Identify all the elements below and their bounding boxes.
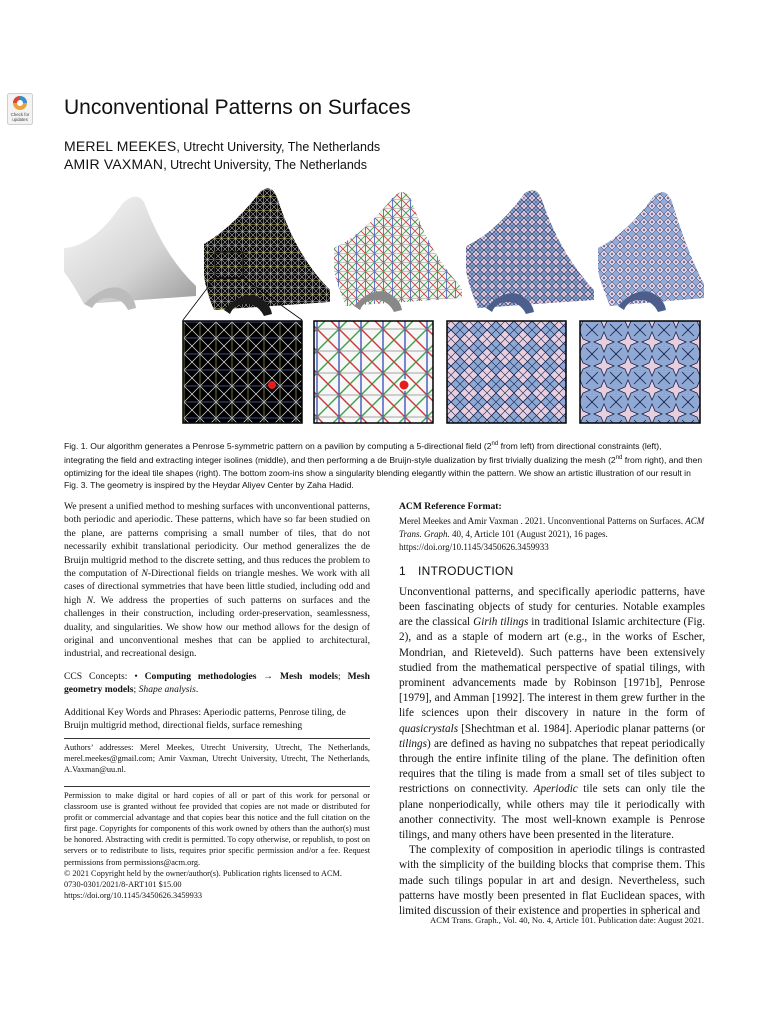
pavilion-optimized-tiles	[598, 192, 704, 312]
author-2	[64, 156, 367, 172]
caption-text-c: from right), and then optimizing for the ideal tile shapes (right). The bottom zoom-ins show a singularity blending elegantly within the pattern. We show an artistic illustration of our result in Fig. 3. The geometry is inspired by the Heydar Aliyev Center by Zaha Hadid.	[64, 455, 703, 490]
right-column	[399, 500, 705, 919]
intro-paragraph-2: The complexity of composition in aperiodic tilings is contrasted with the simplicity of the building blocks that comprise them. This made such tilings popular in art and design. Nevertheless, such patterns have mostly been presented in flat Euclidean spaces, with limited discussion of their existence and properties in spherical and	[399, 844, 705, 918]
zoom-in-dual-mesh	[447, 321, 566, 423]
ccs-end: .	[195, 684, 199, 696]
authors-addresses: Authors’ addresses: Merel Meekes, Utrecht University, Utrecht, The Netherlands, merel.meekes@gmail.com; Amir Vaxman, Utrecht University, Utrecht, The Netherlands, A.Vaxman@uu.nl.	[64, 743, 370, 775]
ccs-concept-1: Computing methodologies → Mesh models	[144, 670, 339, 682]
intro-aperiodic: Aperiodic	[533, 783, 578, 796]
intro-paragraph-1	[399, 585, 705, 843]
intro-p1-b: in traditional Islamic architecture (Fig. 2), and as a staple of modern art (e.g., in the works of Escher, Mondrian, and Rieteveld). Such patterns have been extensively studied from the mathematical perspective of spatial tilings, with prominent advancements made by Robinson [1971b], Penrose [1979], and Amman [1992]. The interest in them grew further in the life sciences upon their discovery in nature in the form of	[399, 616, 705, 720]
author-2-affiliation: , Utrecht University, The Netherlands	[163, 158, 367, 172]
ccs-sep-1: ;	[338, 670, 348, 682]
pavilion-input-surface	[64, 196, 196, 310]
caption-sup-1: nd	[491, 441, 499, 447]
paper-title: Unconventional Patterns on Surfaces	[64, 96, 411, 119]
keywords: Additional Key Words and Phrases: Aperiodic patterns, Penrose tiling, de Bruijn multigrid method, directional fields, surface remeshing	[64, 706, 346, 732]
footnote-rule-1	[64, 738, 370, 739]
caption-text-a: Our algorithm generates a Penrose 5-symmetric pattern on a pavilion by computing a 5-directional field (2	[87, 440, 492, 451]
abstract-n-1: N	[141, 568, 148, 580]
page-footer: ACM Trans. Graph., Vol. 40, No. 4, Article 101. Publication date: August 2021.	[430, 915, 704, 925]
copyright-line: © 2021 Copyright held by the owner/author(s). Publication rights licensed to ACM.	[64, 868, 342, 878]
author-1	[64, 138, 380, 154]
doi-link[interactable]: https://doi.org/10.1145/3450626.3459933	[64, 890, 203, 900]
acm-reference-body	[399, 515, 705, 554]
singularity-marker-1	[268, 381, 276, 389]
ccs-concept-3: Shape analysis	[138, 684, 196, 696]
zoom-in-isolines	[314, 321, 433, 423]
left-column	[64, 500, 370, 742]
issn-line: 0730-0301/2021/8-ART101 $15.00	[64, 879, 182, 889]
intro-p1-c: [Shechtman et al. 1984]. Aperiodic planar patterns (or	[458, 722, 705, 735]
abstract-part-1: We present a unified method to meshing surfaces with unconventional patterns, both periodic and aperiodic. These patterns, which have so far been studied on the plane, are patterns comprising a small number of tiles, that do not necessarily exhibit translational periodicity. Our method generalizes the de Bruijn multigrid method to the discrete setting, and thus reduces the problem to the computation of	[64, 501, 370, 580]
figure-caption	[64, 438, 704, 491]
intro-p1-a: Unconventional patterns, and specifically aperiodic patterns, have been fascinating objects of study for centuries. Notable examples are the classical	[399, 585, 705, 629]
intro-girih: Girih tilings	[473, 616, 529, 629]
author-1-affiliation: , Utrecht University, The Netherlands	[176, 140, 381, 154]
abstract	[64, 500, 370, 661]
author-1-name: MEREL MEEKES	[64, 138, 177, 154]
intro-tilings: tilings	[399, 737, 427, 750]
footnote-rule-2	[64, 786, 370, 787]
intro-quasicrystals: quasicrystals	[399, 722, 459, 735]
ccs-concept-2: Mesh geometry models	[64, 670, 370, 696]
intro-p1-e: tile sets can only tile the plane nonperiodically, while others may tile it periodically with another connectivity. The most well-known example is Penrose tilings, and many others have been presented in the literature.	[399, 783, 705, 842]
zoom-in-optimized-tiles	[580, 321, 700, 423]
acm-ref-text-1: Merel Meekes and Amir Vaxman . 2021. Unconventional Patterns on Surfaces.	[399, 516, 686, 527]
author-2-name: AMIR VAXMAN	[64, 156, 164, 172]
section-heading-introduction	[399, 565, 705, 578]
abstract-part-3: . We address the properties of such patterns on surfaces and the challenges in their construction, including order-preservation, seamlessness, duality, and singularities. We show how our method allows for the design of original and unconventional meshes that can be applied to architectural, industrial, and recreational design.	[64, 594, 370, 660]
acm-ref-journal: ACM Trans. Graph.	[399, 516, 705, 540]
permission-notice	[64, 790, 370, 901]
pavilion-dual-mesh	[466, 190, 594, 314]
singularity-marker-2	[400, 381, 409, 390]
section-number: 1	[399, 564, 406, 579]
pavilion-directional-field	[204, 188, 330, 316]
ccs-label: CCS Concepts:	[64, 670, 135, 682]
intro-p1-d: ) are defined as having no subpatches that repeat periodically through the entire infinite tiling of the plane. The definition often requires that the tiling is made from a small set of tiles subject to restrictions on connectivity.	[399, 737, 705, 796]
permission-text: Permission to make digital or hard copies of all or part of this work for personal or classroom use is granted without fee provided that copies are not made or distributed for profit or commercial advantage and that copies bear this notice and the full citation on the first page. Copyrights for components of this work owned by others than the author(s) must be honored. Abstracting with credit is permitted. To copy otherwise, or republish, to post on servers or to redistribute to lists, requires prior specific permission and/or a fee. Request permissions from permissions@acm.org.	[64, 791, 370, 867]
section-title: INTRODUCTION	[417, 564, 514, 579]
ccs-concepts	[64, 670, 370, 697]
pavilion-integer-isolines	[334, 192, 462, 312]
abstract-n-2: N	[86, 594, 93, 606]
zoom-in-field	[183, 321, 302, 423]
check-for-updates-badge[interactable]	[7, 93, 33, 125]
ccs-sep-2: ;	[133, 684, 139, 696]
teaser-figure	[64, 186, 704, 430]
abstract-part-2: -Directional fields on triangle meshes. We work with all cases of directional symmetries that have been little studied, including odd and high	[64, 568, 370, 606]
caption-text-b: from left) from directional constraints (left), integrating the field and extracting integer isolines (middle), and then performing a de Bruijn-style dualization by first trivially dualizing the mesh (2	[64, 440, 662, 466]
ccs-bullet: •	[134, 670, 145, 682]
caption-sup-2: nd	[615, 455, 623, 462]
badge-label: Check for updates	[10, 112, 30, 122]
acm-ref-text-2[interactable]: 40, 4, Article 101 (August 2021), 16 pages. https://doi.org/10.1145/3450626.3459933	[399, 529, 608, 553]
acm-reference-heading: ACM Reference Format:	[399, 501, 502, 512]
caption-label: Fig. 1.	[64, 440, 88, 451]
